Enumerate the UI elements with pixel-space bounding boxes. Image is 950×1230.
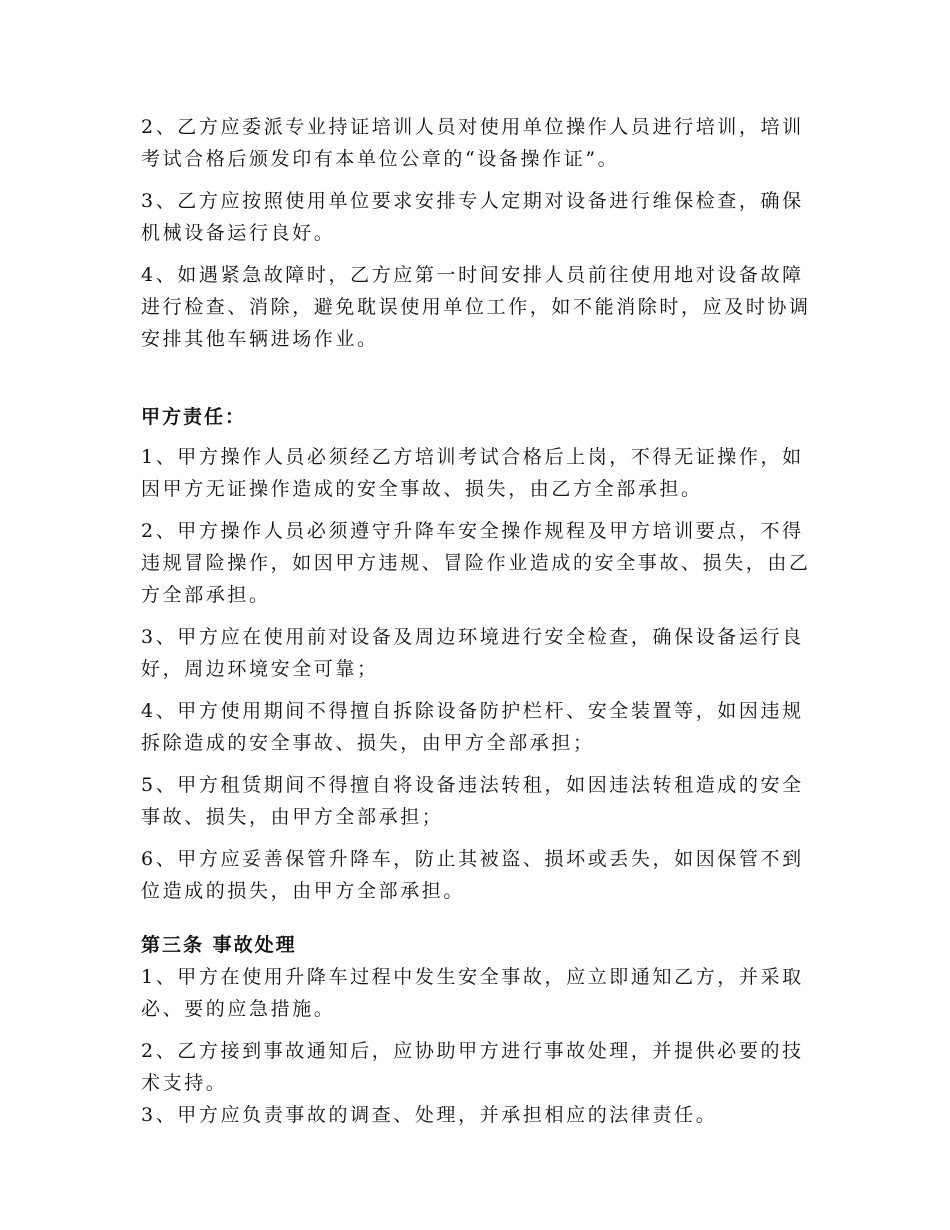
party-a-item-4: 4、甲方使用期间不得擅自拆除设备防护栏杆、安全装置等，如因违规拆除造成的安全事故、损失，由甲方全部承担； [141, 700, 804, 754]
article-3-item-1: 1、甲方在使用升降车过程中发生安全事故，应立即通知乙方，并采取必、要的应急措施。 [141, 966, 804, 1020]
article-3-item-2: 2、乙方接到事故通知后，应协助甲方进行事故处理，并提供必要的技术支持。 [141, 1040, 804, 1094]
article-3-heading: 第三条 事故处理 [141, 934, 297, 956]
article-3-item-3: 3、甲方应负责事故的调查、处理，并承担相应的法律责任。 [141, 1104, 718, 1126]
party-a-heading: 甲方责任： [141, 406, 247, 428]
intro-paragraph-3: 3、乙方应按照使用单位要求安排专人定期对设备进行维保检查，确保机械设备运行良好。 [141, 190, 804, 244]
party-a-item-6: 6、甲方应妥善保管升降车，防止其被盗、损坏或丢失，如因保管不到位造成的损失，由甲方全部承担。 [141, 848, 804, 902]
intro-paragraph-4: 4、如遇紧急故障时，乙方应第一时间安排人员前往使用地对设备故障进行检查、消除，避免耽误使用单位工作，如不能消除时，应及时协调安排其他车辆进场作业。 [141, 264, 811, 350]
document-page [141, 111, 821, 1131]
party-a-item-3: 3、甲方应在使用前对设备及周边环境进行安全检查，确保设备运行良好，周边环境安全可靠； [141, 626, 804, 680]
party-a-item-5: 5、甲方租赁期间不得擅自将设备违法转租，如因违法转租造成的安全事故、损失，由甲方全部承担； [141, 774, 804, 828]
party-a-item-2: 2、甲方操作人员必须遵守升降车安全操作规程及甲方培训要点，不得违规冒险操作，如因甲方违规、冒险作业造成的安全事故、损失，由乙方全部承担。 [141, 520, 811, 606]
intro-paragraph-2: 2、乙方应委派专业持证培训人员对使用单位操作人员进行培训，培训考试合格后颁发印有本单位公章的“设备操作证”。 [141, 116, 804, 170]
party-a-item-1: 1、甲方操作人员必须经乙方培训考试合格后上岗，不得无证操作，如因甲方无证操作造成的安全事故、损失，由乙方全部承担。 [141, 446, 804, 500]
